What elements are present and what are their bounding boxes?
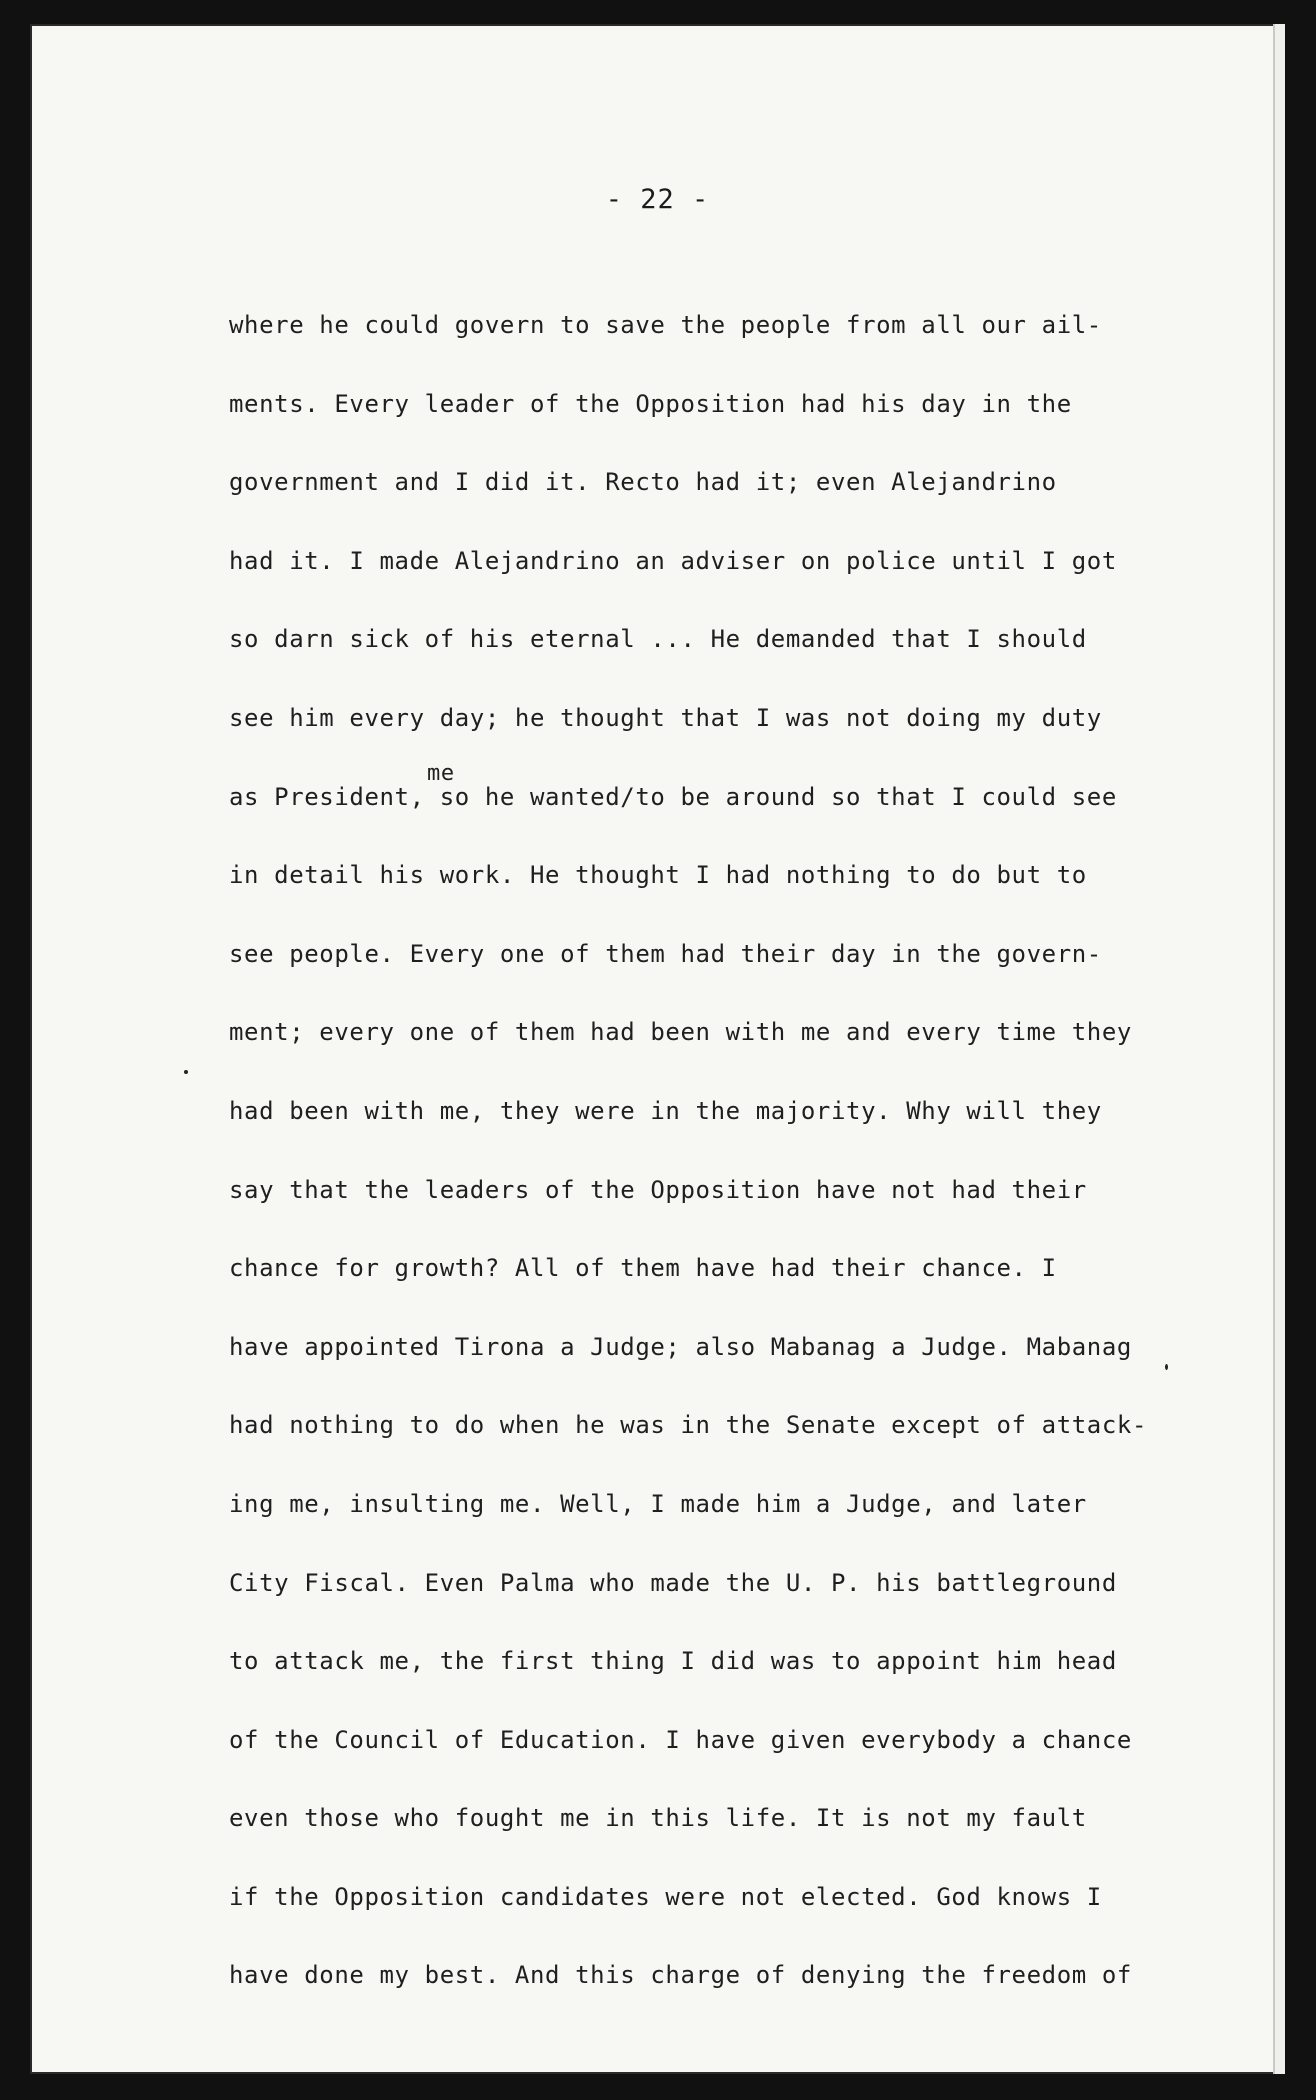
text-line: City Fiscal. Even Palma who made the U. P. his battleground <box>229 1568 1117 1597</box>
text-line: in detail his work. He thought I had nothing to do but to <box>229 861 1087 890</box>
text-line: say that the leaders of the Opposition have not had their <box>229 1175 1087 1204</box>
text-line: ments. Every leader of the Opposition had his day in the <box>229 389 1072 418</box>
text-line: ment; every one of them had been with me and every time they <box>229 1018 1132 1047</box>
typed-body-text <box>229 286 1239 2015</box>
page-number: - 22 - <box>605 184 710 215</box>
interlinear-insertion: me <box>427 761 455 786</box>
text-line: chance for growth? All of them have had their chance. I <box>229 1254 1057 1283</box>
text-line: as President, so he wanted/to be around so that I could see <box>229 782 1117 811</box>
text-line: government and I did it. Recto had it; even Alejandrino <box>229 468 1057 497</box>
text-line: so darn sick of his eternal ... He demanded that I should <box>229 625 1087 654</box>
text-line: see people. Every one of them had their day in the govern- <box>229 939 1102 968</box>
stray-ink-mark <box>1165 1364 1168 1370</box>
text-line: had been with me, they were in the majority. Why will they <box>229 1096 1102 1125</box>
text-line: see him every day; he thought that I was not doing my duty <box>229 703 1102 732</box>
text-line: have done my best. And this charge of denying the freedom of <box>229 1961 1132 1990</box>
text-line: ing me, insulting me. Well, I made him a Judge, and later <box>229 1489 1087 1518</box>
text-line: if the Opposition candidates were not elected. God knows I <box>229 1882 1102 1911</box>
text-line: had it. I made Alejandrino an adviser on police until I got <box>229 546 1117 575</box>
stray-ink-mark <box>184 1070 188 1074</box>
text-line: where he could govern to save the people from all our ail- <box>229 311 1102 339</box>
text-line: to attack me, the first thing I did was to appoint him head <box>229 1647 1117 1676</box>
text-line: even those who fought me in this life. It is not my fault <box>229 1804 1087 1833</box>
text-line: of the Council of Education. I have given everybody a chance <box>229 1725 1132 1754</box>
text-line: had nothing to do when he was in the Senate except of attack- <box>229 1411 1148 1440</box>
document-page <box>30 24 1285 2074</box>
text-line: have appointed Tirona a Judge; also Mabanag a Judge. Mabanag <box>229 1332 1132 1361</box>
page-edge <box>1273 24 1285 2074</box>
